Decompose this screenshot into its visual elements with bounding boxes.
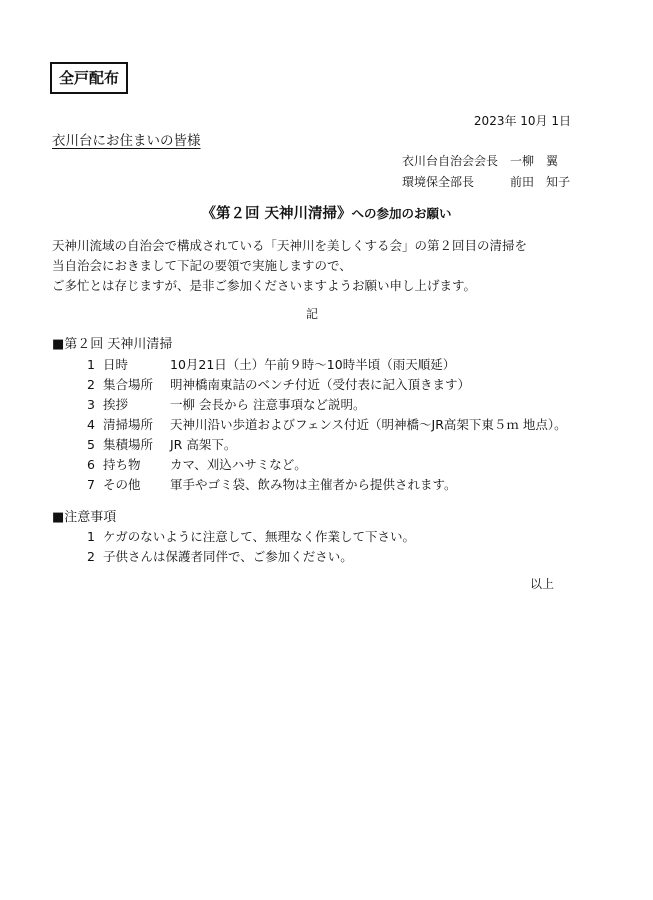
item-label: その他 bbox=[103, 477, 141, 492]
body-paragraph-line: ご多忙とは存じますが、是非ご参加くださいますようお願い申し上げます。 bbox=[52, 278, 477, 293]
body-paragraph-line: 当自治会におきまして下記の要領で実施しますので、 bbox=[52, 258, 352, 273]
item-value: 10月21日（土）午前９時～10時半頃（雨天順延） bbox=[170, 357, 456, 372]
event-item bbox=[87, 415, 567, 433]
item-label: 集合場所 bbox=[103, 377, 154, 392]
sender-role: 衣川台自治会会長 bbox=[402, 154, 499, 168]
sender-role: 環境保全部長 bbox=[402, 175, 475, 189]
note-number: 1 bbox=[87, 529, 95, 544]
sender-name: 前田 知子 bbox=[510, 175, 571, 189]
body-paragraph-line: 天神川流域の自治会で構成されている「天神川を美しくする会」の第２回目の清掃を bbox=[52, 238, 528, 253]
item-value: 明神橋南東詰のベンチ付近（受付表に記入頂きます） bbox=[170, 377, 471, 392]
event-item bbox=[87, 475, 457, 493]
sender-name: 一柳 翼 bbox=[510, 154, 559, 168]
title-main: 《第２回 天神川清掃》 bbox=[201, 206, 352, 222]
note-text: ケガのないように注意して、無理なく作業して下さい。 bbox=[103, 529, 416, 544]
note-number: 2 bbox=[87, 549, 95, 564]
event-item bbox=[87, 395, 365, 413]
item-value: 軍手やゴミ袋、飲み物は主催者から提供されます。 bbox=[170, 477, 457, 492]
item-label: 清掃場所 bbox=[103, 417, 154, 432]
item-value: 一柳 会長から 注意事項など説明。 bbox=[170, 397, 366, 412]
item-number: 5 bbox=[87, 437, 95, 452]
item-number: 7 bbox=[87, 477, 95, 492]
title-suffix: への参加のお願い bbox=[351, 206, 452, 221]
event-item bbox=[87, 375, 470, 393]
notes-heading: ■注意事項 bbox=[52, 510, 117, 525]
item-value: カマ、刈込ハサミなど。 bbox=[170, 457, 307, 472]
item-number: 4 bbox=[87, 417, 95, 432]
sender-row bbox=[402, 173, 570, 190]
item-number: 1 bbox=[87, 357, 95, 372]
document-date: 2023年 10月 1日 bbox=[473, 114, 571, 128]
item-number: 3 bbox=[87, 397, 95, 412]
item-label: 集積場所 bbox=[103, 437, 154, 452]
item-number: 6 bbox=[87, 457, 95, 472]
sender-row bbox=[402, 152, 558, 169]
note-item bbox=[87, 527, 415, 545]
note-item bbox=[87, 547, 353, 565]
closing-word: 以上 bbox=[530, 577, 555, 591]
event-item bbox=[87, 455, 307, 473]
item-label: 挨拶 bbox=[103, 397, 129, 412]
event-heading: ■第２回 天神川清掃 bbox=[52, 337, 173, 352]
item-value: 天神川沿い歩道およびフェンス付近（明神橋～JR高架下東５ｍ 地点）。 bbox=[170, 417, 567, 432]
event-item bbox=[87, 355, 455, 373]
note-text: 子供さんは保護者同伴で、ご参加ください。 bbox=[103, 549, 353, 564]
addressee: 衣川台にお住まいの皆様 bbox=[52, 133, 201, 149]
item-number: 2 bbox=[87, 377, 95, 392]
item-label: 日時 bbox=[103, 357, 129, 372]
distribution-label: 全戸配布 bbox=[50, 62, 128, 94]
item-value: JR 高架下。 bbox=[170, 437, 237, 452]
ki-marker: 記 bbox=[306, 307, 319, 321]
document-title bbox=[0, 202, 653, 223]
event-item bbox=[87, 435, 236, 453]
item-label: 持ち物 bbox=[103, 457, 141, 472]
